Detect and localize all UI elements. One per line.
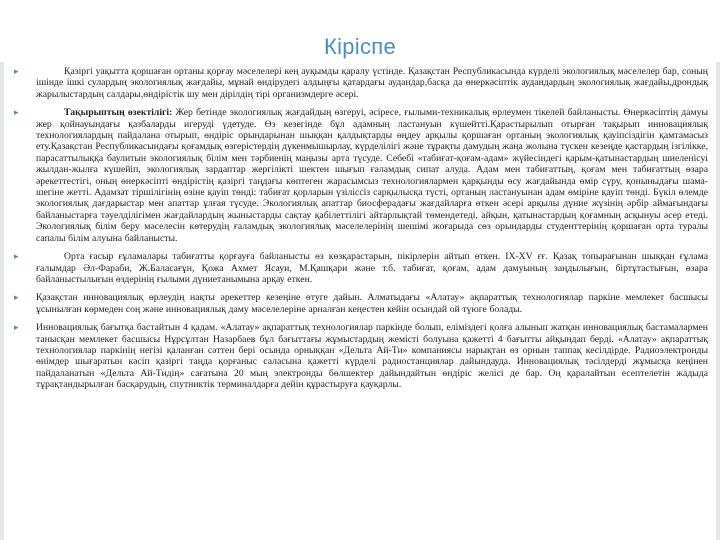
paragraph-4 (14, 292, 708, 315)
bullet-icon: ▸ (14, 252, 19, 263)
paragraph-text (36, 107, 708, 244)
paragraph-lead: Тақырыптың өзектілігі: (64, 107, 173, 119)
right-edge-bar (716, 62, 720, 540)
paragraph-text: Қазіргі уақытта қоршаған ортаны қорғау мәселелері кең ауқымды қаралу үстінде. Қазақстан Республикасында күрделі экологиялық мәселелер бар, соның ішінде ішкі сулардың экологиялық жағдайы, мұнай өндірудегі алдыңғы қатардағы аудандар,басқа да өнеркәсіптік аудандардың экологиялық жағдайы,дрондық жарылыстардың салдары,өндірістік шу мен дірілдің тірі организмдерге әсері. (36, 66, 708, 100)
paragraph-text: Қазақстан инновациялық өрлеудің нақты әрекеттер кезеңіне өтуге дайын. Алматыдағы «Алатау» ақпараттық технологиялар паркіне мемлекет басшысы ұсынылған көрмеден соң және инновациялық даму мәселелеріне арналған кеңестен кейін осындай ой түюге болады. (36, 292, 708, 315)
paragraph-5 (14, 322, 708, 390)
slide-body (14, 66, 708, 398)
paragraph-2 (14, 107, 708, 244)
paragraph-text: Инновациялық бағытқа бастайтын 4 қадам. «Алатау» ақпараттық технологиялар паркінде болып, еліміздегі қолға алынып жатқан инновациялық бастамалармен танысқан мемлекет басшысы Нұрсұлтан Назарбаев бұл бағыттағы жұмыстардың жемісті болуына қажетті 4 бағытты айқындап берді. «Алатау» ақпараттық технологиялар паркінің негізі қаланған сәттен бері осында орныққан «Дельта Ай-Ти» компаниясы нарықтан өз орнын таппақ кесілдірде. Радиоэлектронды өнімдер шығаратын кәсіп қазіргі таңда қорғаныс саласына қажетті күрделі радиостанциялар дайындауда. Инновациялық тәсілдерді жұмысқа кеңінен пайдаланатын «Дельта Ай-Тидің» сағатына 20 мың электронды бөлшектер дайындайтын өндіріс желісі де бар. Оң қаралайтын есептелетін жадыда тұрақтандырылған басқарудың, спутниктік терминалдарға дейін құрастыруға қауқарлы. (36, 322, 708, 391)
bullet-icon: ▸ (14, 323, 19, 334)
left-edge-bar (0, 62, 4, 540)
paragraph-1 (14, 66, 708, 100)
bullet-icon: ▸ (14, 293, 19, 304)
bullet-icon: ▸ (14, 67, 19, 77)
paragraph-3 (14, 251, 708, 285)
paragraph-text: Орта ғасыр ғұламалары табиғатты қорғауға байланысты өз көзқарастарын, пікірлерін айтып өткен. IX-XV ғғ. Қазақ топырағынан шыққан ғұлама ғалымдар Әл-Фараби, Ж.Баласағұн, Қожа Ахмет Ясауи, М.Қашқари және т.б. табиғат, қоғам, адам дамуының заңдылығын, біртұтастығын, өзара байланыстылығын өздерінің ғылыми дүниетанымына арқау еткен. (36, 251, 708, 285)
bullet-icon: ▸ (14, 108, 19, 119)
slide-title: Кіріспе (323, 34, 397, 59)
paragraph-body: Жер бетінде экологиялық жағдайдың өзгеруі, әсіресе, ғылыми-техникалық өрлеумен тікелей байланысты. Өнеркәсіптің дамуы жер қойнауындағы қазбаларды игеруді үдетуде. Өз кезегінде бұл адамның ластануын күшейтті.Қарастырылып отырған тақырып инновациялық технологиялардың пайдалана отырып, өндіріс орындарынан шыққан қалдықтарды өңдеу арқылы қоршаған ортаның экологиялық қауіпсіздігін қамтамасыз ету.Қазақстан Республикасындағы қоғамдық өзгерістердің дүкенмышырлау, күрделілігі және тұрақты дамудың жаңа жолына түскен кезеңде қастардың ізгілікке, парасаттылыққа баулитын экологиялық білім мен тәрбиенің маңызы арта түсуде. Себебі «табиғат-қоғам-адам» жүйесіндегі қарым-қатынастардың шиеленісуі жылдан-жылға күшейіп, экологиялық зардаптар жергілікті шектен шығып ғаламдық сипат алуда. Адам мен табиғаттың, қоғам мен табиғаттың өзара әрекеттестігі, оның өнеркәсіпті өндірістің қазіргі таңдағы көптеген жарасымсыз технологиялармен қарқынды өсу жағдайында өмір сүру, қоныныдағы шама-шегіне жетті. Адамзат тіршілігінің өзіне қауіп төнді: табиғат қорларын үзіліссіз сарқылысқа түсті, ортаның ластануынан адам өміріне қауіп төнді. Бүкіл өлемде экологиялық дағдарыстар мен апаттар ұлғая түсуде. Экологиялық апаттар биосферадағы жағдайларға өткен әсері арқылы дүние жүзінің әрбір аймағындағы байланыстарға тәуелділігімен жағдайлардың жыныстарды сақтау қабілеттілігі айтарлықтай төмендетеді, айқын, қатынастардың қоғамның асқынуы әсер етеді. Экологиялық білім беру мәселесін көтерудің ғаламдық экологиялық мәселелерінің шешімі жоғарыда сөз орындарды студенттерінің қоршаған орта туралы сапалы білім алуына байланысты. (36, 107, 708, 244)
